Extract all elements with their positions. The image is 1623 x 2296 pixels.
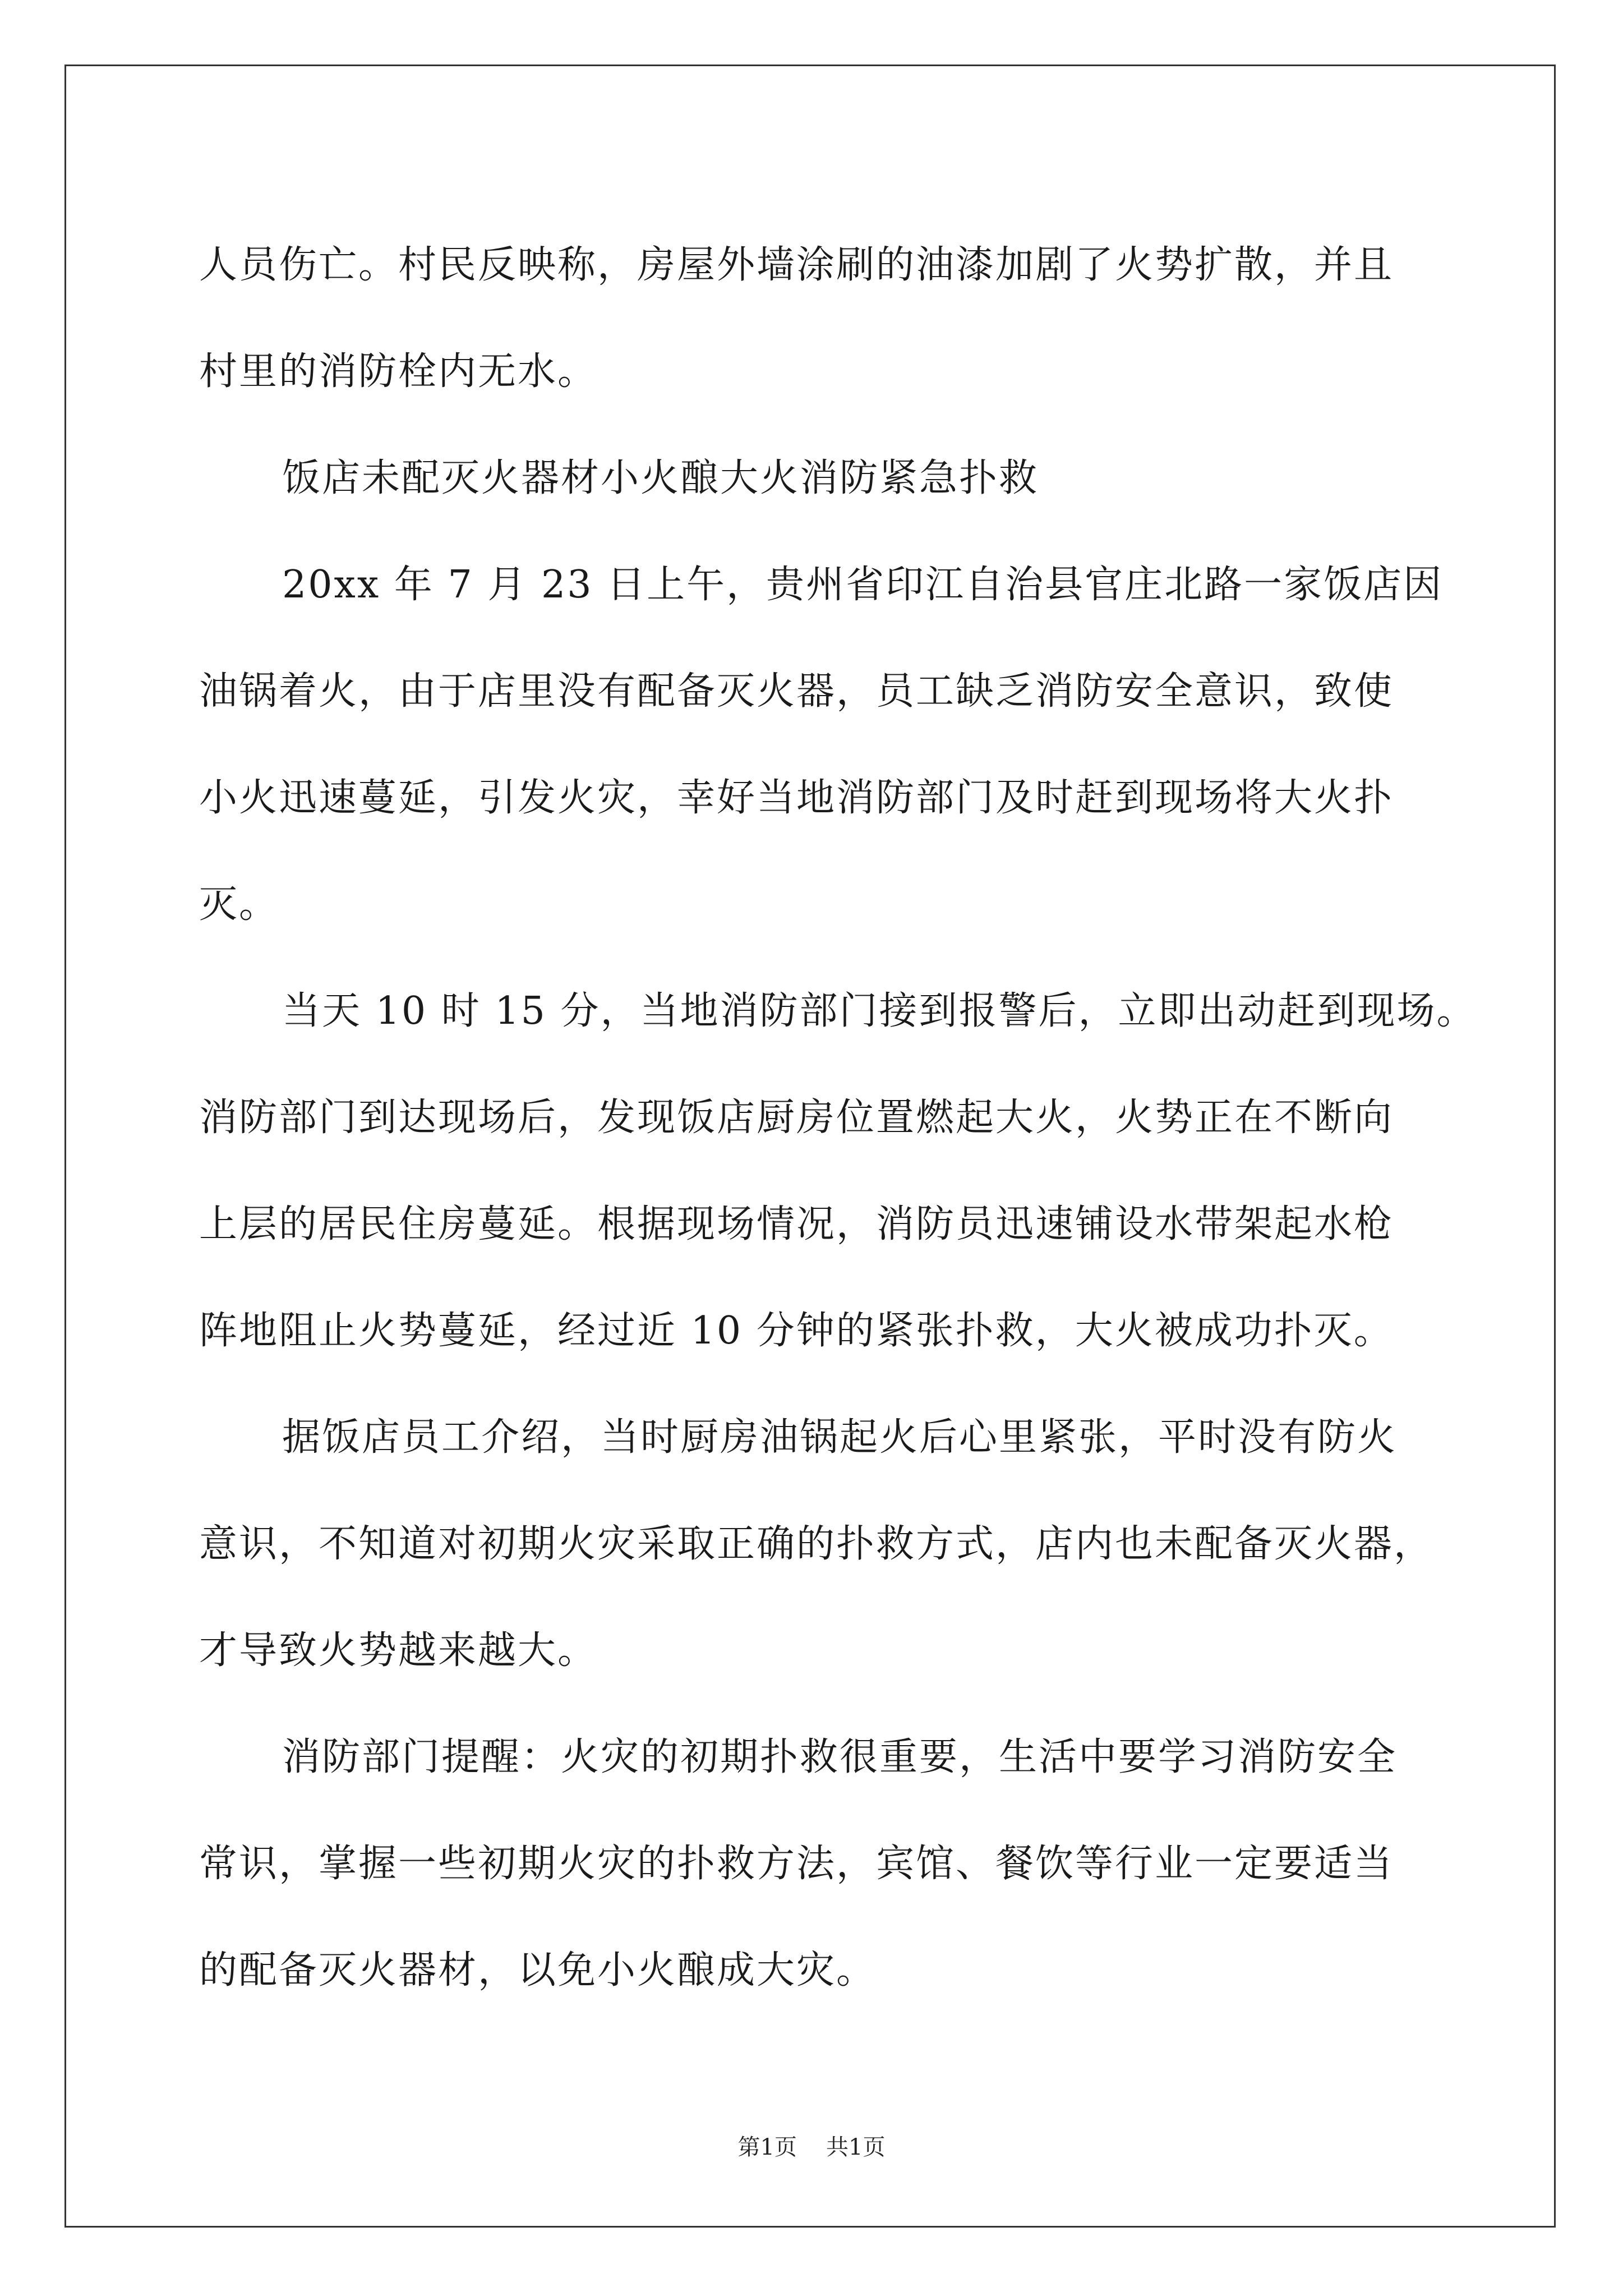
text-line: 的配备灭火器材，以免小火酿成大灾。 [199,1948,877,1993]
text-line: 20xx 年 7 月 23 日上午，贵州省印江自治县官庄北路一家饭店因 [282,563,1444,607]
text-line: 意识，不知道对初期火灾采取正确的扑救方式，店内也未配备灭火器， [199,1522,1434,1566]
section-heading: 饭店未配灭火器材小火酿大火消防紧急扑救 [282,456,1039,500]
text-line: 消防部门到达现场后，发现饭店厨房位置燃起大火，火势正在不断向 [199,1096,1394,1140]
text-line: 灭。 [199,882,279,927]
text-line: 阵地阻止火势蔓延，经过近 10 分钟的紧张扑救，大火被成功扑灭。 [199,1309,1394,1353]
page-total: 共1页 [826,2134,886,2160]
page-footer [0,2131,1623,2164]
text-line: 消防部门提醒：火灾的初期扑救很重要，生活中要学习消防安全 [282,1735,1398,1779]
text-line: 村里的消防栓内无水。 [199,349,598,394]
text-line: 小火迅速蔓延，引发火灾，幸好当地消防部门及时赶到现场将大火扑 [199,776,1394,820]
text-line: 人员伤亡。村民反映称，房屋外墙涂刷的油漆加剧了火势扩散，并且 [199,243,1394,287]
text-line: 据饭店员工介绍，当时厨房油锅起火后心里紧张，平时没有防火 [282,1415,1398,1460]
text-line: 油锅着火，由于店里没有配备灭火器，员工缺乏消防安全意识，致使 [199,669,1394,714]
text-line: 当天 10 时 15 分，当地消防部门接到报警后，立即出动赶到现场。 [282,989,1477,1033]
document-body [199,212,1477,2024]
page-number: 第1页 [737,2134,797,2160]
text-line: 上层的居民住房蔓延。根据现场情况，消防员迅速铺设水带架起水枪 [199,1202,1394,1246]
text-line: 才导致火势越来越大。 [199,1628,598,1673]
text-line: 常识，掌握一些初期火灾的扑救方法，宾馆、餐饮等行业一定要适当 [199,1842,1394,1886]
